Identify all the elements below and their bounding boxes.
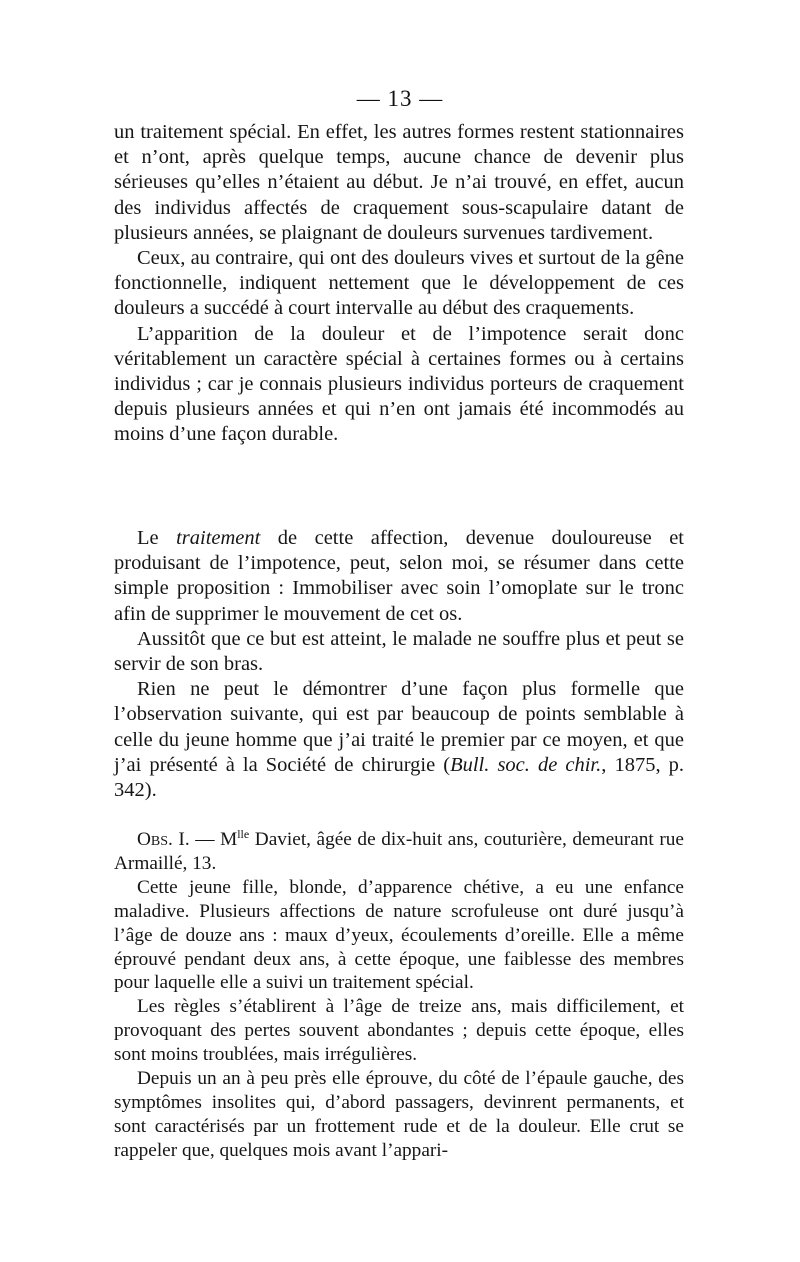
page-number: — 13 —: [356, 86, 444, 111]
traitement-emphasis: traitement: [176, 527, 261, 549]
citation-bulletin: Bull. soc. de chir.: [450, 753, 602, 776]
paragraph-ceux-au-contraire: Ceux, au contraire, qui ont des douleurs vives et surtout de la gêne fonctionnelle, indiquent nettement que le développement de ces douleurs a succédé à court intervalle au début des craquements.: [114, 247, 684, 320]
observation-dash: — M: [189, 829, 238, 850]
observation-patient: Daviet, âgée de dix-huit ans, couturière, demeurant rue Armaillé, 13.: [114, 829, 684, 874]
traitement-intro: Le: [137, 527, 177, 549]
paragraph-continuation: un traitement spécial. En effet, les autres formes restent stationnaires et n’ont, après quelque temps, aucune chance de devenir plus sérieuses qu’elles n’étaient au début. Je n’ai trouvé, en effet, aucun des individus affectés de craquement sous-scapulaire datant de plusieurs années, se plaignant de douleurs survenues tardivement.: [114, 121, 684, 244]
paragraph-rien-ne-peut: [114, 677, 684, 803]
text-section-traitement: [114, 526, 684, 803]
paragraph-depuis-un-an: Depuis un an à peu près elle éprouve, du côté de l’épaule gauche, des symptômes insolites qui, d’abord passagers, devinrent permanents, et sont caractérisés par un frottement rude et de la douleur. Elle crut se rappeler que, quelques mois avant l’appari-: [114, 1068, 684, 1161]
paragraph-traitement: [114, 526, 684, 627]
text-section-craquement: [114, 120, 684, 448]
paragraph-regles: Les règles s’établirent à l’âge de treize ans, mais difficilement, et provoquant des pertes souvent abondantes ; depuis cette époque, elles sont moins troublées, mais irrégulières.: [114, 996, 684, 1066]
traitement-text: de cette affection, devenue douloureuse et produisant de l’impotence, peut, selon moi, se résumer dans cette simple proposition : Immobiliser avec soin l’omoplate sur le tronc afin de supprimer le mouvement de cet os.: [114, 527, 684, 625]
observation-title-sup: lle: [237, 827, 250, 841]
rien-text: Rien ne peut le démontrer d’une façon plus formelle que l’observation suivante, qui est par beaucoup de points semblable à celle du jeune homme que j’ai traité le premier par ce moyen, et que j’ai présenté à la Société de chirurgie (: [114, 678, 684, 776]
observation-label: Obs. I.: [137, 829, 190, 850]
observation-heading: [114, 828, 684, 876]
text-section-observation: [114, 828, 684, 1163]
citation-reference: , 1875, p. 342).: [114, 753, 684, 802]
paragraph-jeune-fille: Cette jeune fille, blonde, d’apparence chétive, a eu une enfance maladive. Plusieurs affections de nature scrofuleuse ont duré jusqu’à l’âge de douze ans : maux d’yeux, écoulements d’oreille. Elle a même éprouvé pendant deux ans, à cette époque, une faiblesse des membres pour laquelle elle a suivi un traitement spécial.: [114, 876, 684, 994]
paragraph-apparition-douleur: L’apparition de la douleur et de l’impotence serait donc véritablement un caractère spécial à certaines formes ou à certains individus ; car je connais plusieurs individus porteurs de craquement depuis plusieurs années et qui n’en ont jamais été incommodés au moins d’une façon durable.: [114, 322, 684, 446]
paragraph-aussitot: Aussitôt que ce but est atteint, le malade ne souffre plus et peut se servir de son bras.: [114, 627, 684, 676]
